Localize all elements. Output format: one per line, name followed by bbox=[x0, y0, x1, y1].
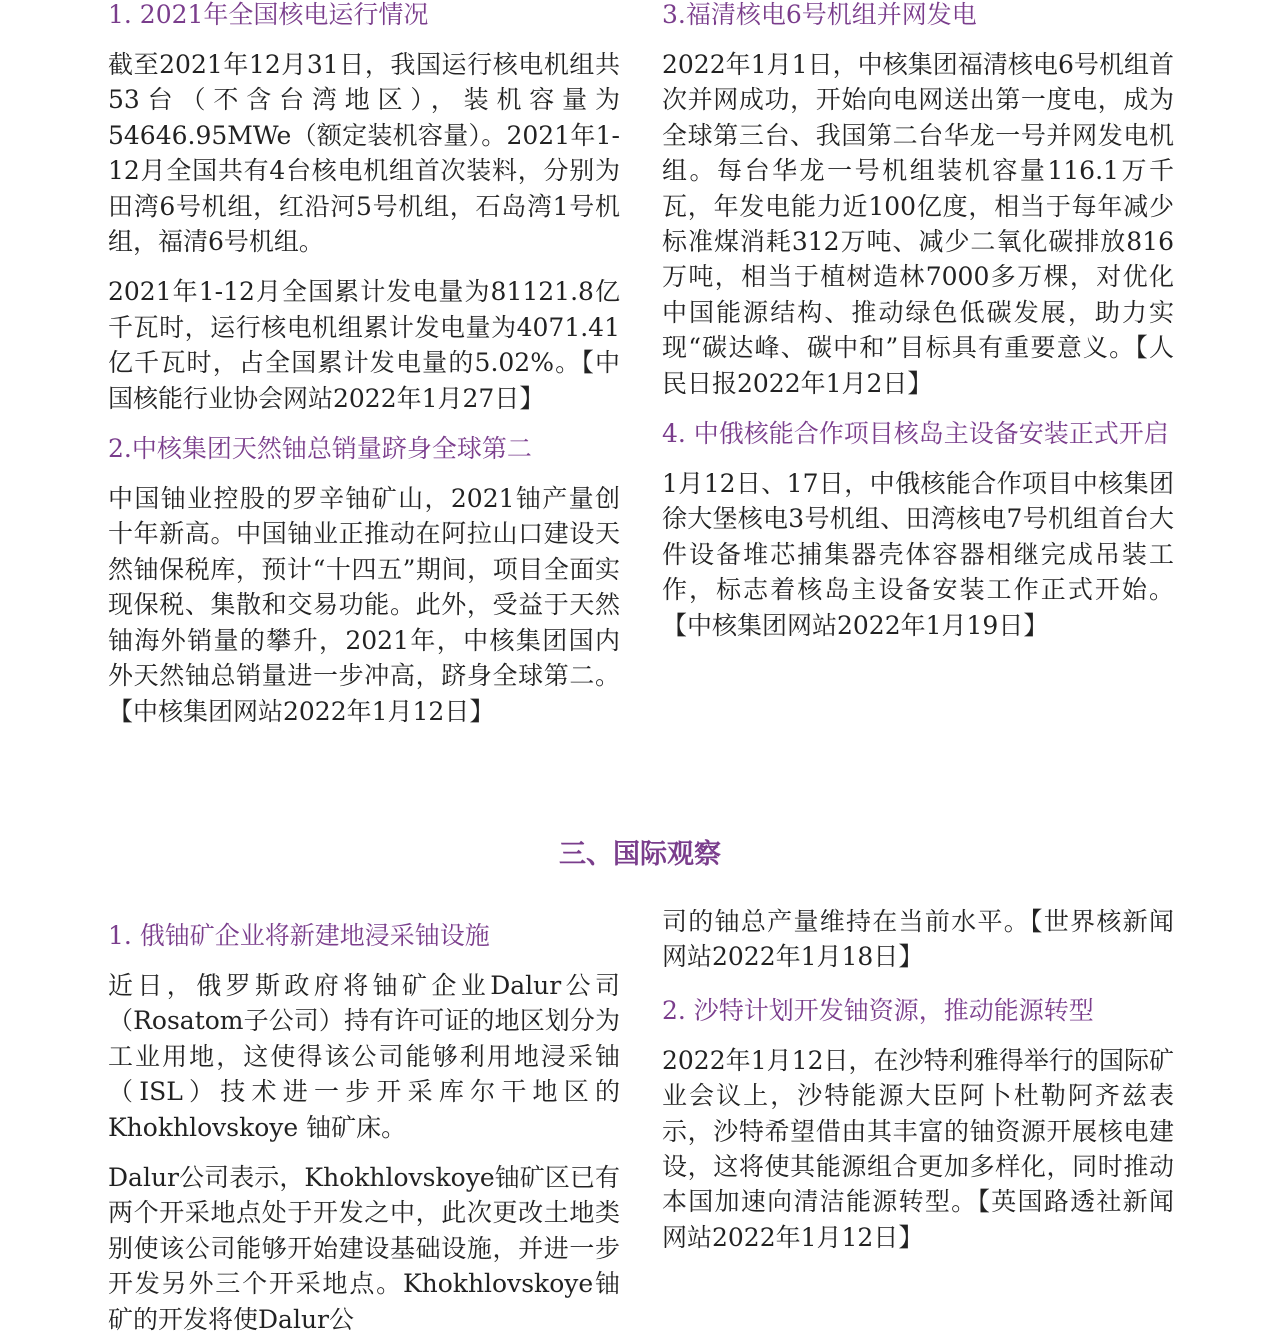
heading-russia-isl: 1. 俄铀矿企业将新建地浸采铀设施 bbox=[108, 921, 490, 950]
paragraph-power-generation: 2021年1-12月全国累计发电量为81121.8亿千瓦时，运行核电机组累计发电量为4071.41亿千瓦时，占全国累计发电量的5.02%。【中国核能行业协会网站2022年1月27日】 bbox=[108, 277, 620, 413]
heading-fuqing-unit6: 3.福清核电6号机组并网发电 bbox=[662, 0, 977, 29]
right-column-bottom bbox=[662, 904, 1174, 1270]
section-title-international: 三、国际观察 bbox=[559, 839, 721, 870]
paragraph-saudi-uranium: 2022年1月12日，在沙特利雅得举行的国际矿业会议上，沙特能源大臣阿卜杜勒阿齐兹表示，沙特希望借由其丰富的铀资源开展核电建设，这将使其能源组合更加多样化，同时推动本国加速向清洁能源转型。【英国路透社新闻网站2022年1月12日】 bbox=[662, 1045, 1174, 1252]
heading-china-russia-cooperation: 4. 中俄核能合作项目核岛主设备安装正式开启 bbox=[662, 419, 1169, 449]
paragraph-russia-isl-continued: 司的铀总产量维持在当前水平。【世界核新闻网站2022年1月18日】 bbox=[662, 907, 1174, 972]
paragraph-russia-isl-2: Dalur公司表示，Khokhlovskoye铀矿区已有两个开采地点处于开发之中，此次更改土地类别使该公司能够开始建设基础设施，并进一步开发另外三个开采地点。Khokhlovskoye铀矿的开发将使Dalur公 bbox=[108, 1163, 620, 1334]
heading-saudi-uranium: 2. 沙特计划开发铀资源，推动能源转型 bbox=[662, 995, 1094, 1025]
heading-uranium-sales: 2.中核集团天然铀总销量跻身全球第二 bbox=[108, 434, 532, 464]
paragraph-russia-isl-1: 近日，俄罗斯政府将铀矿企业Dalur公司（Rosatom子公司）持有许可证的地区划分为工业用地，这使得该公司能够利用地浸采铀（ISL）技术进一步开采库尔干地区的Khokhlovskoye 铀矿床。 bbox=[108, 971, 620, 1142]
right-column-top bbox=[662, 0, 1174, 658]
heading-nuclear-operation-2021: 1. 2021年全国核电运行情况 bbox=[108, 0, 429, 29]
paragraph-fuqing-unit6: 2022年1月1日，中核集团福清核电6号机组首次并网成功，开始向电网送出第一度电，成为全球第三台、我国第二台华龙一号并网发电机组。每台华龙一号机组装机容量116.1万千瓦，年发电能力近100亿度，相当于每年减少标准煤消耗312万吨、减少二氧化碳排放816万吨，相当于植树造林7000多万棵，对优化中国能源结构、推动绿色低碳发展，助力实现“碳达峰、碳中和”目标具有重要意义。【人民日报2022年1月2日】 bbox=[662, 50, 1174, 398]
left-column-top bbox=[108, 0, 620, 744]
paragraph-china-russia-cooperation: 1月12日、17日，中俄核能合作项目中核集团徐大堡核电3号机组、田湾核电7号机组首台大件设备堆芯捕集器壳体容器相继完成吊装工作，标志着核岛主设备安装工作正式开始。【中核集团网站2022年1月19日】 bbox=[662, 469, 1174, 640]
left-column-bottom bbox=[108, 918, 620, 1340]
paragraph-uranium-sales: 中国铀业控股的罗辛铀矿山，2021铀产量创十年新高。中国铀业正推动在阿拉山口建设天然铀保税库，预计“十四五”期间，项目全面实现保税、集散和交易功能。此外，受益于天然铀海外销量的攀升，2021年，中核集团国内外天然铀总销量进一步冲高，跻身全球第二。【中核集团网站2022年1月12日】 bbox=[108, 484, 620, 726]
paragraph-nuclear-units: 截至2021年12月31日，我国运行核电机组共53台（不含台湾地区），装机容量为54646.95MWe（额定装机容量）。2021年1-12月全国共有4台核电机组首次装料，分别为田湾6号机组，红沿河5号机组，石岛湾1号机组，福清6号机组。 bbox=[108, 50, 620, 257]
